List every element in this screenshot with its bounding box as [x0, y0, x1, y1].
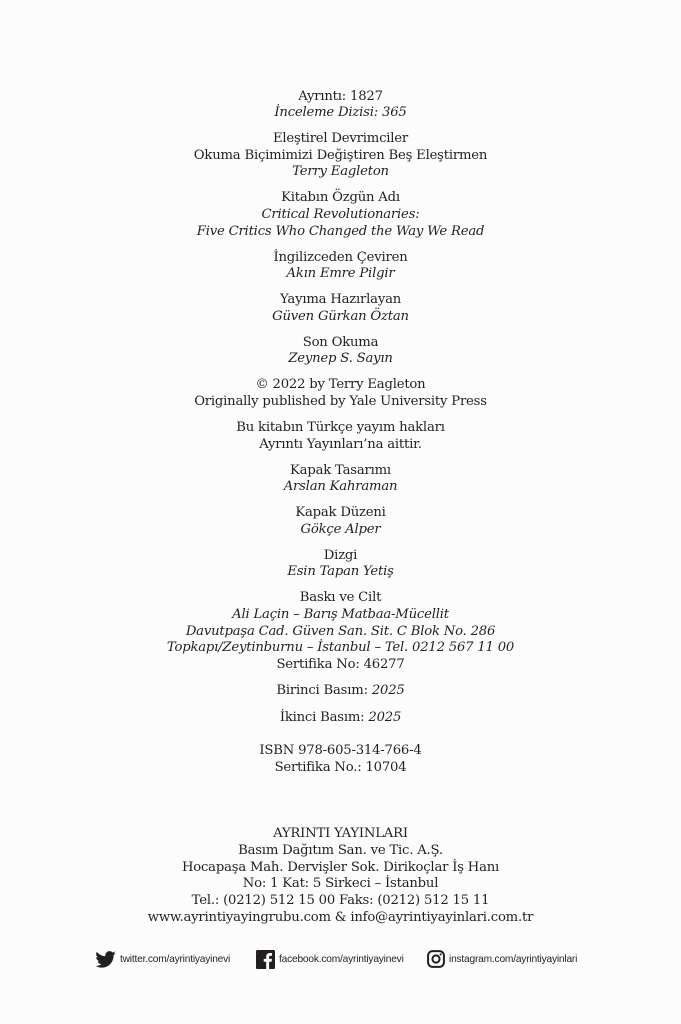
typesetting-label: Dizgi: [323, 548, 358, 563]
publisher-web: www.ayrintiyayingrubu.com & info@ayrintiyayinlari.com.tr: [147, 910, 534, 925]
original-title-label: Kitabın Özgün Adı: [281, 190, 400, 205]
publisher-series-number: Ayrıntı: 1827: [298, 89, 383, 104]
translator-label: İngilizceden Çeviren: [273, 250, 408, 265]
first-edition: [0, 682, 681, 699]
proofreader-name: Zeynep S. Sayın: [288, 351, 393, 366]
publisher-address2: No: 1 Kat: 5 Sirkeci – İstanbul: [242, 876, 439, 891]
typesetting-name: Esin Tapan Yetiş: [287, 564, 394, 579]
book-title: Eleştirel Devrimciler: [272, 131, 409, 146]
publisher-phone: Tel.: (0212) 512 15 00 Faks: (0212) 512 15 11: [191, 893, 490, 908]
facebook-link-text: facebook.com/ayrintiyayinevi: [279, 953, 404, 965]
printing-label: Baskı ve Cilt: [299, 590, 382, 605]
second-edition-year: 2025: [368, 710, 402, 725]
rights-line1: Bu kitabın Türkçe yayım hakları: [236, 420, 445, 435]
editor-name: Güven Gürkan Öztan: [272, 309, 409, 324]
book-subtitle: Okuma Biçimimizi Değiştiren Beş Eleştirmen: [193, 148, 488, 163]
book-author: Terry Eagleton: [292, 164, 389, 179]
printing-address1: Davutpaşa Cad. Güven San. Sit. C Blok No. 286: [185, 624, 496, 639]
twitter-icon: [95, 951, 116, 968]
publisher-company: Basım Dağıtım San. ve Tic. A.Ş.: [238, 843, 443, 858]
facebook-link[interactable]: [256, 944, 404, 974]
instagram-link-text: instagram.com/ayrintiyayinlari: [449, 953, 578, 965]
copyright-line: © 2022 by Terry Eagleton: [255, 377, 426, 392]
facebook-icon: [256, 950, 275, 969]
instagram-icon: [427, 950, 445, 968]
publisher-name: AYRINTI YAYINLARI: [273, 826, 408, 841]
original-title-line1: Critical Revolutionaries:: [261, 207, 420, 222]
cover-layout-name: Gökçe Alper: [300, 522, 381, 537]
first-edition-year: 2025: [371, 683, 405, 698]
second-edition: [0, 709, 681, 726]
second-edition-label: İkinci Basım:: [279, 710, 369, 725]
cover-design-name: Arslan Kahraman: [283, 479, 398, 494]
isbn-number: ISBN 978-605-314-766-4: [259, 743, 422, 758]
sub-series-number: İnceleme Dizisi: 365: [274, 105, 407, 120]
printing-address2: Topkapı/Zeytinburnu – İstanbul – Tel. 0212 567 11 00: [166, 640, 515, 655]
printing-company: Ali Laçin – Barış Matbaa-Mücellit: [232, 607, 449, 622]
isbn-certificate: Sertifika No.: 10704: [274, 760, 407, 775]
first-edition-label: Birinci Basım:: [276, 683, 372, 698]
editor-label: Yayıma Hazırlayan: [279, 292, 402, 307]
twitter-link[interactable]: [95, 944, 230, 974]
instagram-link[interactable]: [427, 944, 577, 974]
printing-certificate: Sertifika No: 46277: [276, 657, 405, 672]
original-title-line2: Five Critics Who Changed the Way We Read: [196, 224, 485, 239]
proofreader-label: Son Okuma: [302, 335, 379, 350]
cover-layout-label: Kapak Düzeni: [295, 505, 386, 520]
publisher-address1: Hocapaşa Mah. Dervişler Sok. Dirikoçlar İş Hanı: [181, 860, 500, 875]
social-links: [0, 944, 681, 974]
translator-name: Akın Emre Pilgir: [286, 266, 395, 281]
cover-design-label: Kapak Tasarımı: [290, 463, 391, 478]
twitter-link-text: twitter.com/ayrintiyayinevi: [120, 953, 231, 965]
original-publisher-line: Originally published by Yale University Press: [194, 394, 487, 409]
rights-line2: Ayrıntı Yayınları’na aittir.: [259, 437, 422, 452]
